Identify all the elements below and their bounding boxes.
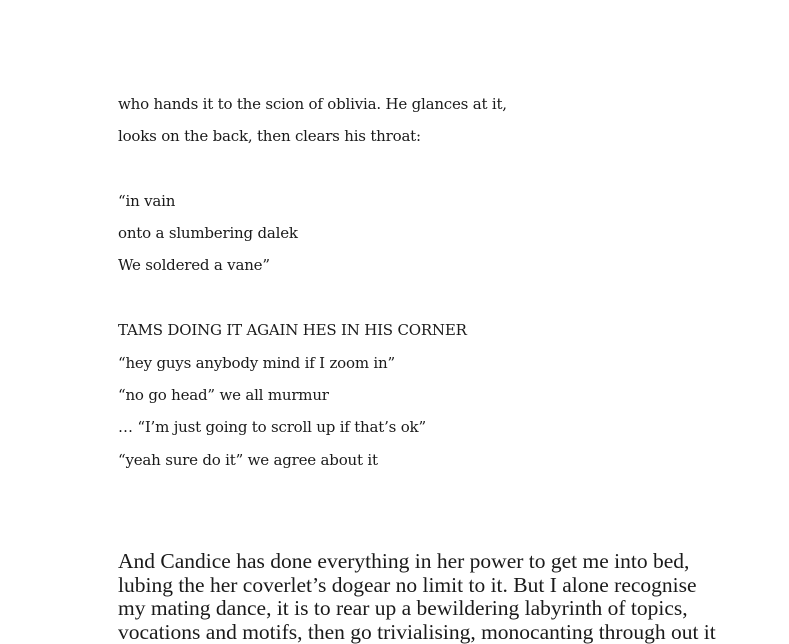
paragraph-line: vocations and motifs, then go trivialising, monocanting through out it <box>118 621 678 644</box>
text-line: “yeah sure do it” we agree about it <box>118 451 378 469</box>
body-paragraph <box>118 550 678 644</box>
text-line: … “I’m just going to scroll up if that’s ok” <box>118 418 426 436</box>
text-line: “no go head” we all murmur <box>118 386 329 404</box>
text-line: “hey guys anybody mind if I zoom in” <box>118 354 395 372</box>
text-line: TAMS DOING IT AGAIN HES IN HIS CORNER <box>118 321 467 339</box>
poem-line: “in vain <box>118 192 175 210</box>
poem-line: We soldered a vane” <box>118 256 270 274</box>
text-line: who hands it to the scion of oblivia. He glances at it, <box>118 95 507 113</box>
paragraph-line: And Candice has done everything in her power to get me into bed, <box>118 550 678 574</box>
poem-line: onto a slumbering dalek <box>118 224 298 242</box>
paragraph-line: lubing the her coverlet’s dogear no limit to it. But I alone recognise <box>118 574 678 598</box>
text-line: looks on the back, then clears his throat: <box>118 127 421 145</box>
paragraph-line: my mating dance, it is to rear up a bewildering labyrinth of topics, <box>118 597 678 621</box>
